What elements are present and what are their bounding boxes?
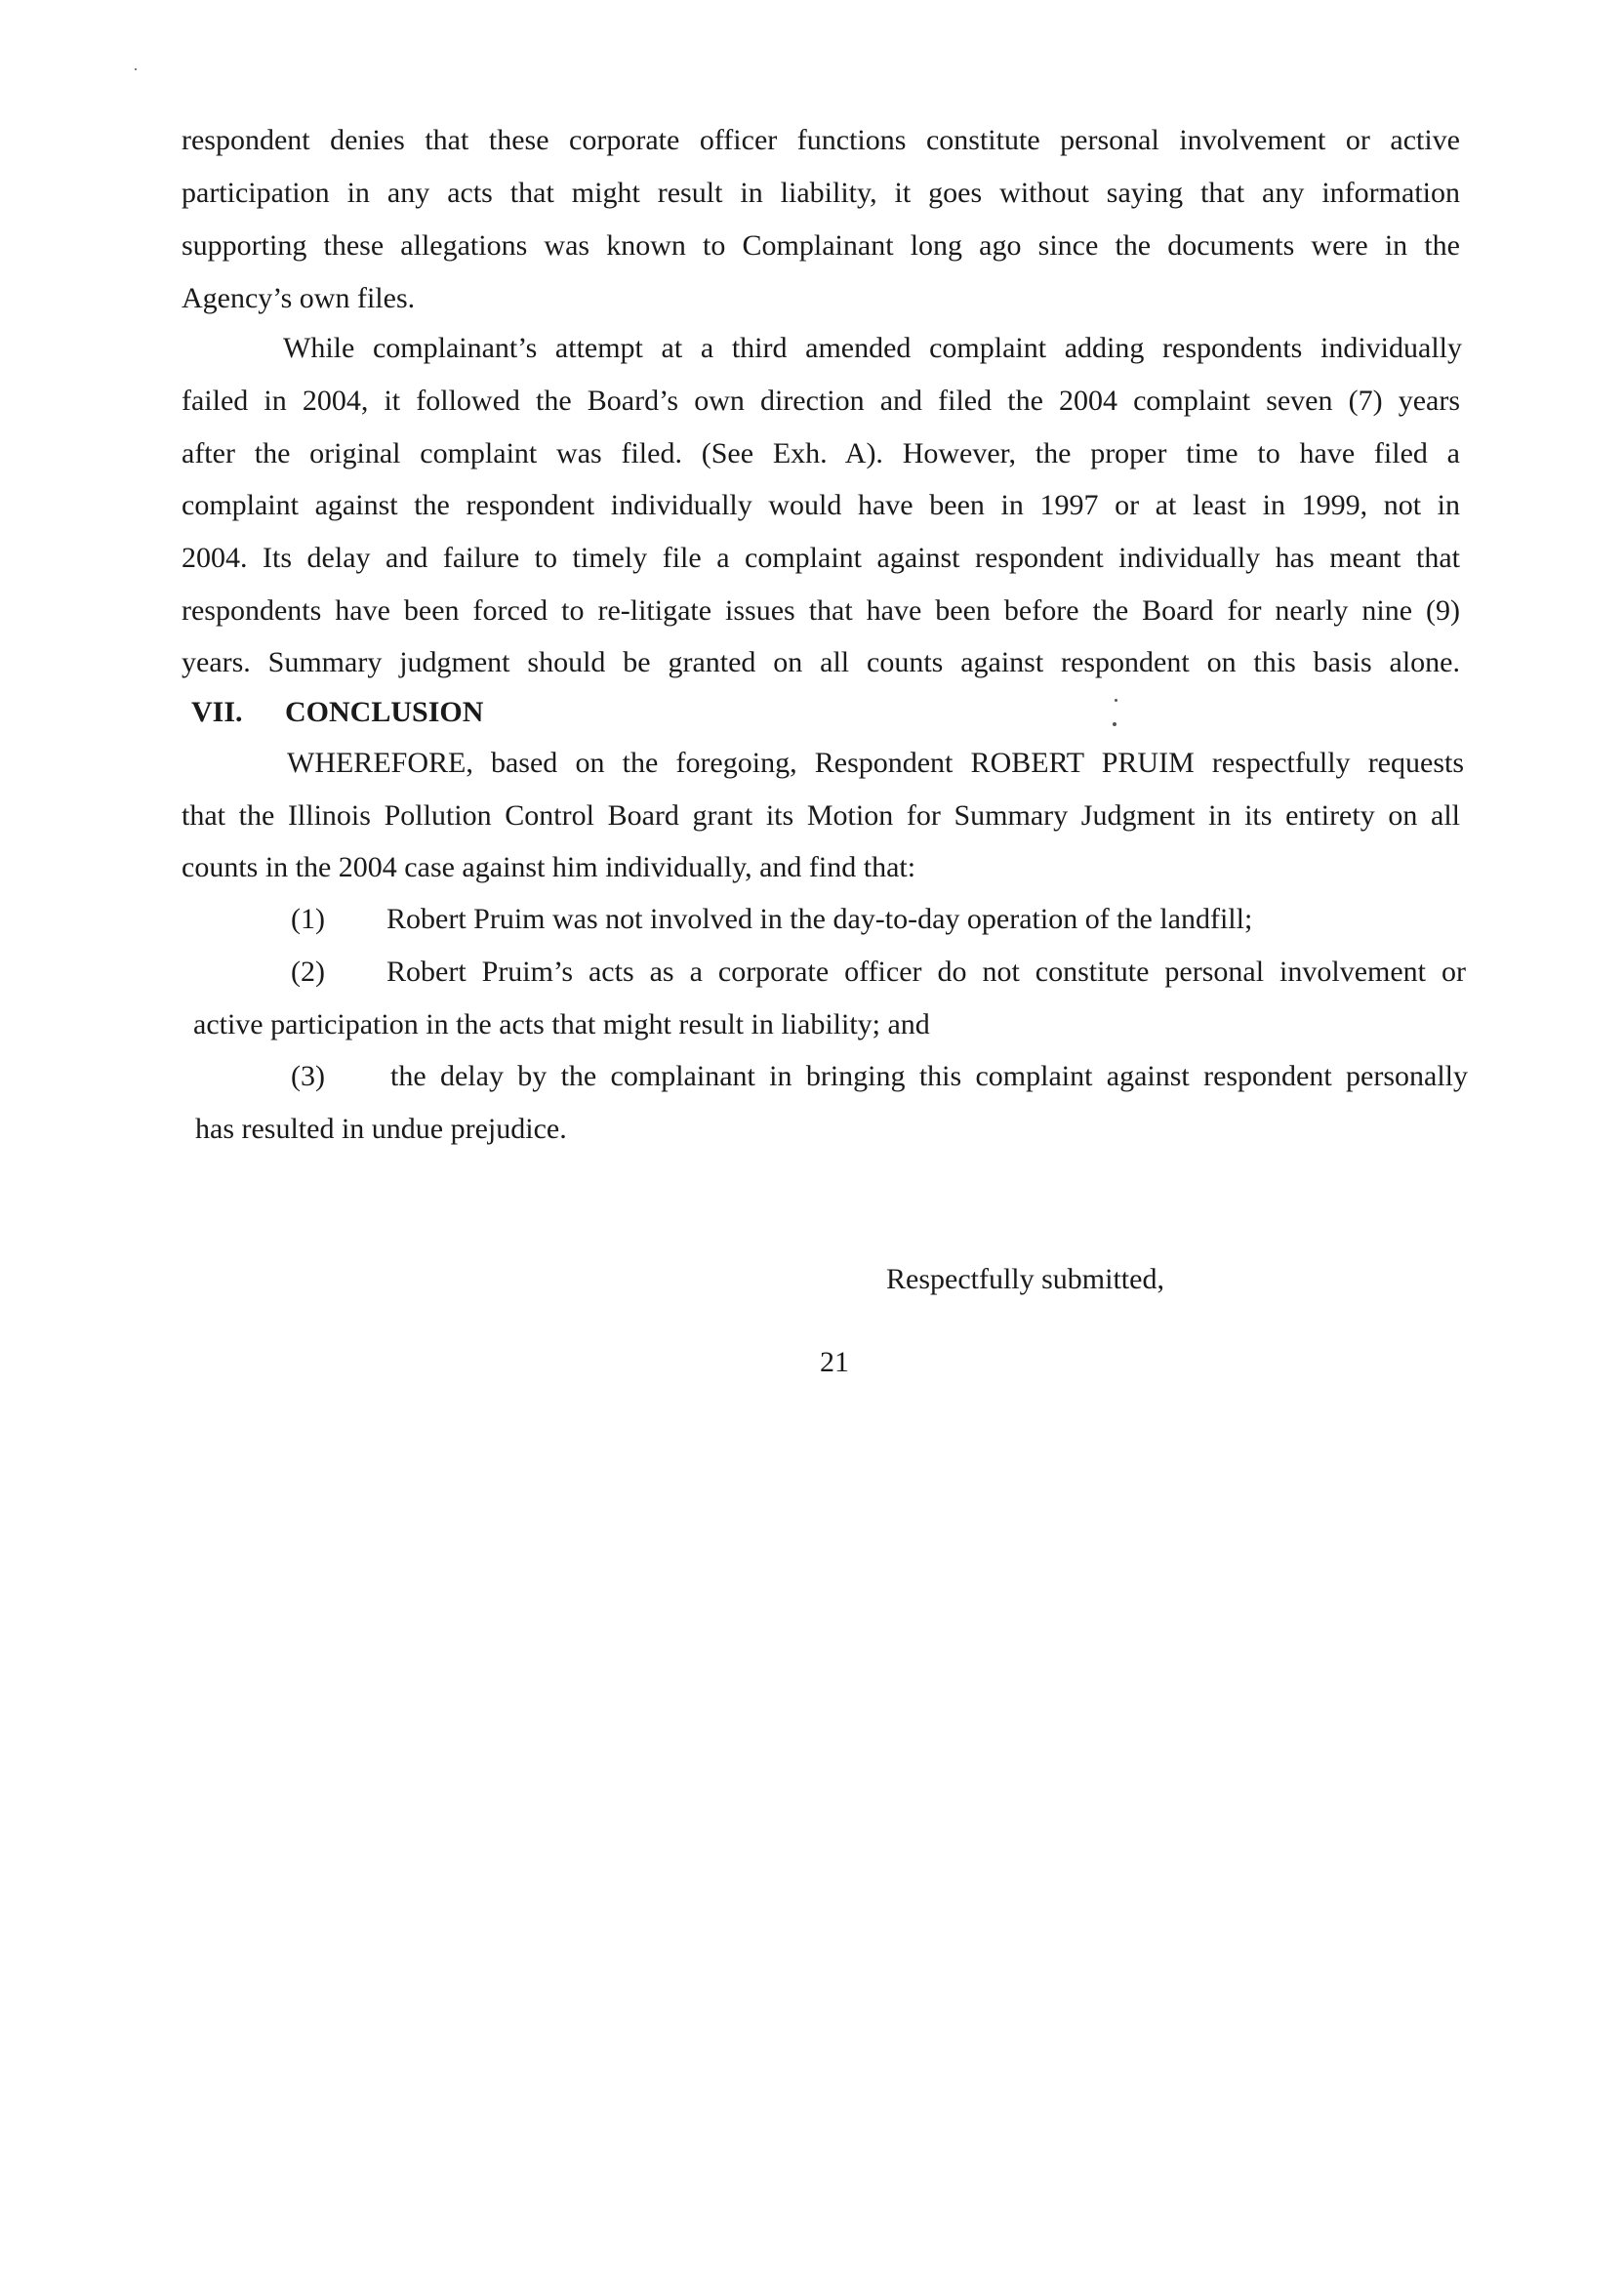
paragraph2-line-4: complaint against the respondent individually would have been in 1997 or at least in 1999, not in xyxy=(182,489,1460,521)
page-number: 21 xyxy=(820,1346,849,1378)
finding-3-text: the delay by the complainant in bringing this complaint against respondent personally xyxy=(390,1060,1468,1092)
paragraph2-line-6: respondents have been forced to re-litigate issues that have been before the Board for nearly nine (9) xyxy=(182,594,1460,627)
paragraph2-line-7: years. Summary judgment should be granted on all counts against respondent on this basis alone. xyxy=(182,646,1460,678)
paragraph2-line-3: after the original complaint was filed. (See Exh. A). However, the proper time to have filed a xyxy=(182,437,1460,469)
paragraph2-line-5: 2004. Its delay and failure to timely file a complaint against respondent individually has meant that xyxy=(182,542,1460,574)
finding-2-continuation: active participation in the acts that might result in liability; and xyxy=(193,1008,930,1040)
finding-3-number: (3) xyxy=(291,1060,325,1092)
paragraph1-line-3: supporting these allegations was known to Complainant long ago since the documents were in the xyxy=(182,229,1460,262)
paragraph1-line-4: Agency’s own files. xyxy=(182,282,416,314)
paragraph2-line-2: failed in 2004, it followed the Board’s own direction and filed the 2004 complaint seven (7) years xyxy=(182,385,1460,417)
scan-speck xyxy=(1115,699,1117,702)
finding-3-continuation: has resulted in undue prejudice. xyxy=(195,1113,567,1145)
scan-speck xyxy=(1113,722,1116,726)
paragraph3-line-2: that the Illinois Pollution Control Board grant its Motion for Summary Judgment in its entirety on all xyxy=(182,799,1460,832)
paragraph1-line-1: respondent denies that these corporate officer functions constitute personal involvement or active xyxy=(182,124,1460,156)
closing-text: Respectfully submitted, xyxy=(886,1263,1164,1295)
paragraph2-line-1: While complainant’s attempt at a third amended complaint adding respondents individually xyxy=(283,332,1462,364)
paragraph3-line-1: WHEREFORE, based on the foregoing, Respondent ROBERT PRUIM respectfully requests xyxy=(287,747,1464,779)
scan-speck xyxy=(135,68,137,70)
finding-2-text: Robert Pruim’s acts as a corporate officer do not constitute personal involvement or xyxy=(386,956,1466,988)
paragraph3-line-3: counts in the 2004 case against him individually, and find that: xyxy=(182,851,916,883)
finding-2-number: (2) xyxy=(291,956,325,988)
finding-1-text: Robert Pruim was not involved in the day-to-day operation of the landfill; xyxy=(386,903,1253,935)
section-title: CONCLUSION xyxy=(285,696,484,728)
paragraph1-line-2: participation in any acts that might result in liability, it goes without saying that any information xyxy=(182,177,1460,209)
section-number: VII. xyxy=(191,696,243,728)
finding-1-number: (1) xyxy=(291,903,325,935)
